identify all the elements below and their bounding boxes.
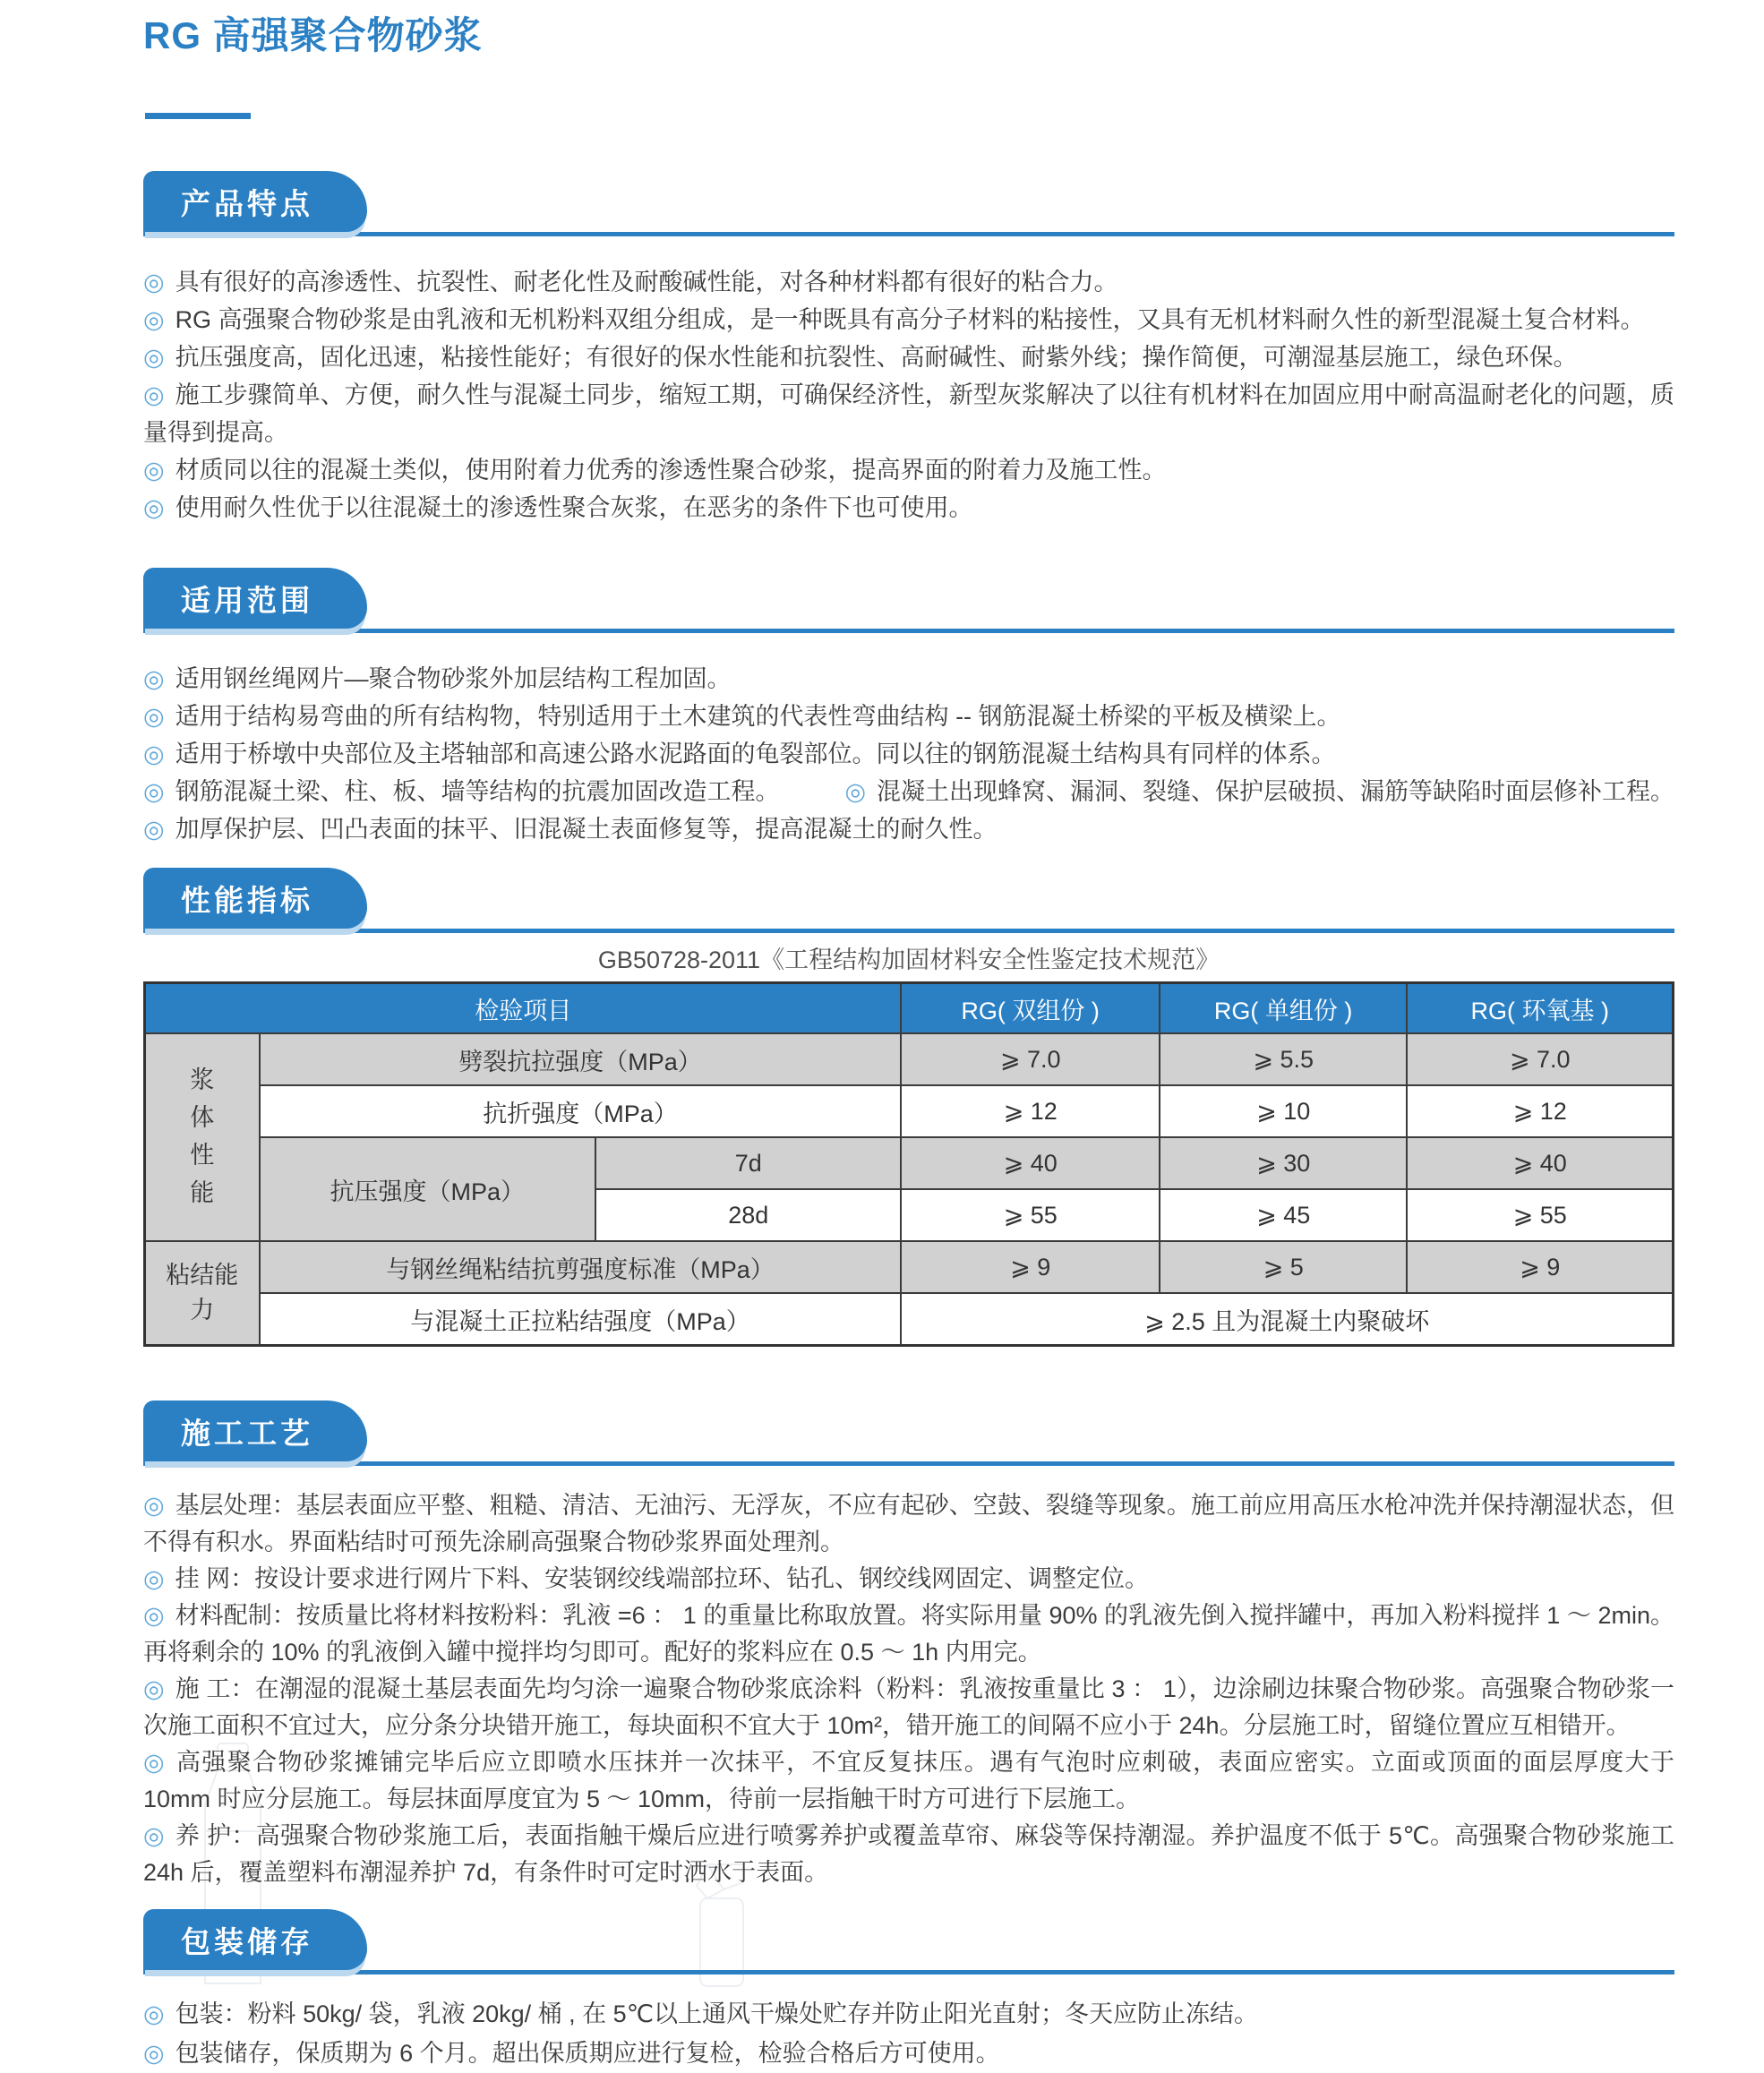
bullet-icon: ◎: [143, 344, 165, 371]
bullet-text: 基层处理：基层表面应平整、粗糙、清洁、无油污、无浮灰，不应有起砂、空鼓、裂缝等现象。施工前应用高压水枪冲洗并保持潮湿状态，但不得有积水。界面粘结时可预先涂刷高强聚合物砂浆界面处理剂。: [143, 1492, 1675, 1555]
table-row: [145, 1085, 1674, 1137]
packaging-list: [143, 1994, 1674, 2073]
bullet-icon: ◎: [143, 1565, 165, 1592]
value-cell: ⩾ 7.0: [901, 1033, 1159, 1085]
bullet-text: 具有很好的高渗透性、抗裂性、耐老化性及耐酸碱性能，对各种材料都有很好的粘合力。: [175, 269, 1118, 296]
performance-table-caption: GB50728-2011《工程结构加固材料安全性鉴定技术规范》: [597, 947, 1220, 973]
bullet-icon: ◎: [143, 665, 165, 692]
section-packaging-banner: 包装储存: [143, 1909, 367, 1970]
list-item: [143, 1744, 1674, 1818]
list-item: [143, 1598, 1674, 1671]
bullet-text: 施工步骤简单、方便，耐久性与混凝土同步，缩短工期，可确保经济性，新型灰浆解决了以往有机材料在加固应用中耐高温耐老化的问题，质量得到提高。: [143, 381, 1675, 446]
list-item: [143, 1487, 1674, 1561]
list-item: [143, 1561, 1674, 1598]
title-underline: [145, 113, 251, 119]
row-label: 抗压强度（MPa）: [260, 1137, 596, 1241]
value-cell: ⩾ 12: [901, 1085, 1159, 1137]
table-row: [145, 1137, 1674, 1189]
value-cell: ⩾ 7.0: [1407, 1033, 1673, 1085]
list-item: [143, 1818, 1674, 1891]
list-item: [143, 376, 1674, 451]
bullet-text: 适用钢丝绳网片—聚合物砂浆外加层结构工程加固。: [175, 665, 732, 692]
bullet-icon: ◎: [143, 741, 165, 767]
value-cell: ⩾ 5.5: [1160, 1033, 1408, 1085]
bullet-text: 包装：粉料 50kg/ 袋，乳液 20kg/ 桶 , 在 5℃以上通风干燥处贮存并防止阳光直射；冬天应防止冻结。: [175, 2000, 1259, 2027]
section-features-banner: 产品特点: [143, 171, 367, 232]
scope-list: [143, 660, 1674, 848]
bullet-text: 养 护：高强聚合物砂浆施工后，表面指触干燥后应进行喷雾养护或覆盖草帘、麻袋等保持潮湿。养护温度不低于 5℃。高强聚合物砂浆施工 24h 后，覆盖塑料布潮湿养护 7d，有条件时可定时洒水于表面。: [143, 1822, 1675, 1886]
bullet-text: 适用于结构易弯曲的所有结构物，特别适用于土木建筑的代表性弯曲结构 -- 钢筋混凝土桥梁的平板及横梁上。: [175, 703, 1341, 730]
row-group-bond: 粘结能力: [145, 1241, 260, 1346]
list-item: [143, 1994, 1674, 2034]
row-sublabel: 7d: [595, 1137, 901, 1189]
list-item: [143, 338, 1674, 376]
value-cell: ⩾ 9: [901, 1241, 1159, 1293]
bullet-text: 包装储存，保质期为 6 个月。超出保质期应进行复检，检验合格后方可使用。: [175, 2040, 1000, 2067]
bullet-icon: ◎: [143, 1675, 165, 1702]
bullet-text: 抗压强度高，固化迅速，粘接性能好；有很好的保水性能和抗裂性、高耐碱性、耐紫外线；操作简便，可潮湿基层施工，绿色环保。: [175, 344, 1578, 371]
section-performance-banner-row: [143, 868, 1674, 933]
list-item: [143, 1671, 1674, 1744]
value-cell: ⩾ 40: [1407, 1137, 1673, 1189]
table-header-row: [145, 983, 1674, 1034]
list-item-dual: [143, 773, 1674, 810]
bullet-icon: ◎: [143, 1822, 165, 1849]
list-item: [143, 489, 1674, 527]
row-label: 劈裂抗拉强度（MPa）: [260, 1033, 902, 1085]
bullet-icon: ◎: [143, 494, 165, 521]
performance-table: [143, 981, 1674, 1347]
value-cell: ⩾ 12: [1407, 1085, 1673, 1137]
bullet-icon: ◎: [143, 2040, 165, 2067]
value-cell: ⩾ 55: [1407, 1189, 1673, 1241]
bullet-text: 适用于桥墩中央部位及主塔轴部和高速公路水泥路面的龟裂部位。同以往的钢筋混凝土结构具有同样的体系。: [175, 741, 1336, 767]
bullet-text: 施 工：在潮湿的混凝土基层表面先均匀涂一遍聚合物砂浆底涂料（粉料：乳液按重量比 3 ： 1），边涂刷边抹聚合物砂浆。高强聚合物砂浆一次施工面积不宜过大，应分条分块错开施工，每块面积不宜大于 10m²，错开施工的间隔不应小于 24h。分层施工时，留缝位置应互相错开。: [143, 1675, 1674, 1739]
row-group-slurry: 浆体性能: [145, 1033, 260, 1241]
bullet-text: 混凝土出现蜂窝、漏洞、裂缝、保护层破损、漏筋等缺陷时面层修补工程。: [877, 778, 1674, 805]
bullet-text: 高强聚合物砂浆摊铺完毕后应立即喷水压抹并一次抹平，不宜反复抹压。遇有气泡时应刺破，表面应密实。立面或顶面的面层厚度大于 10mm 时应分层施工。每层抹面厚度宜为 5 ～ 10mm，待前一层指触干时方可进行下层施工。: [143, 1749, 1675, 1812]
bullet-text: 加厚保护层、凹凸表面的抹平、旧混凝土表面修复等，提高混凝土的耐久性。: [175, 816, 998, 843]
bullet-text: 挂 网：按设计要求进行网片下料、安装钢绞线端部拉环、钻孔、钢绞线网固定、调整定位。: [175, 1565, 1150, 1592]
col-header-rg-epoxy: RG( 环氧基 ): [1407, 983, 1673, 1034]
row-label: 与钢丝绳粘结抗剪强度标准（MPa）: [260, 1241, 902, 1293]
features-list: [143, 263, 1674, 527]
dual-left: [143, 773, 780, 810]
bullet-text: 钢筋混凝土梁、柱、板、墙等结构的抗震加固改造工程。: [175, 778, 780, 805]
bullet-icon: ◎: [143, 269, 165, 296]
col-header-item: 检验项目: [145, 983, 902, 1034]
list-item: [143, 263, 1674, 301]
bullet-text: 使用耐久性优于以往混凝土的渗透性聚合灰浆，在恶劣的条件下也可使用。: [175, 494, 973, 521]
bullet-text: 材料配制：按质量比将材料按粉料：乳液 =6 ： 1 的重量比称取放置。将实际用量 90% 的乳液先倒入搅拌罐中，再加入粉料搅拌 1 ～ 2min。再将剩余的 10% 的乳液倒入罐中搅拌均匀即可。配好的浆料应在 0.5 ～ 1h 内用完。: [143, 1602, 1675, 1666]
bullet-icon: ◎: [143, 1749, 166, 1776]
value-cell: ⩾ 9: [1407, 1241, 1673, 1293]
value-cell: ⩾ 10: [1160, 1085, 1408, 1137]
bullet-icon: ◎: [143, 778, 165, 805]
bullet-icon: ◎: [844, 778, 866, 805]
bullet-icon: ◎: [143, 2000, 165, 2027]
value-cell-merged: ⩾ 2.5 且为混凝土内聚破坏: [901, 1293, 1673, 1346]
table-row: [145, 1241, 1674, 1293]
row-sublabel: 28d: [595, 1189, 901, 1241]
list-item: [143, 735, 1674, 773]
value-cell: ⩾ 55: [901, 1189, 1159, 1241]
section-scope-banner-row: [143, 568, 1674, 633]
table-row: [145, 1293, 1674, 1346]
section-scope-banner: 适用范围: [143, 568, 367, 629]
bullet-icon: ◎: [143, 381, 165, 408]
bullet-icon: ◎: [143, 1492, 165, 1519]
list-item: [143, 810, 1674, 848]
list-item: [143, 698, 1674, 735]
bullet-icon: ◎: [143, 816, 165, 843]
col-header-rg-dual: RG( 双组份 ): [901, 983, 1159, 1034]
bullet-icon: ◎: [143, 1602, 165, 1629]
list-item: [143, 2034, 1674, 2073]
section-features-banner-row: [143, 171, 1674, 236]
list-item: [143, 660, 1674, 698]
value-cell: ⩾ 30: [1160, 1137, 1408, 1189]
section-packaging-banner-row: [143, 1909, 1674, 1974]
bullet-icon: ◎: [143, 457, 165, 484]
value-cell: ⩾ 5: [1160, 1241, 1408, 1293]
bullet-text: 材质同以往的混凝土类似，使用附着力优秀的渗透性聚合砂浆，提高界面的附着力及施工性。: [175, 457, 1167, 484]
section-performance-banner: 性能指标: [143, 868, 367, 929]
process-list: [143, 1487, 1674, 1891]
dual-right: [844, 773, 1674, 810]
row-label: 与混凝土正拉粘结强度（MPa）: [260, 1293, 902, 1346]
list-item: [143, 451, 1674, 489]
list-item: [143, 301, 1674, 338]
bullet-text: RG 高强聚合物砂浆是由乳液和无机粉料双组分组成，是一种既具有高分子材料的粘接性，又具有无机材料耐久性的新型混凝土复合材料。: [175, 306, 1645, 333]
section-process-banner: 施工工艺: [143, 1401, 367, 1461]
table-row: [145, 1033, 1674, 1085]
page-title: RG 高强聚合物砂浆: [143, 14, 483, 56]
col-header-rg-single: RG( 单组份 ): [1160, 983, 1408, 1034]
row-label: 抗折强度（MPa）: [260, 1085, 902, 1137]
section-process-banner-row: [143, 1401, 1674, 1466]
bullet-icon: ◎: [143, 703, 165, 730]
value-cell: ⩾ 45: [1160, 1189, 1408, 1241]
bullet-icon: ◎: [143, 306, 165, 333]
value-cell: ⩾ 40: [901, 1137, 1159, 1189]
